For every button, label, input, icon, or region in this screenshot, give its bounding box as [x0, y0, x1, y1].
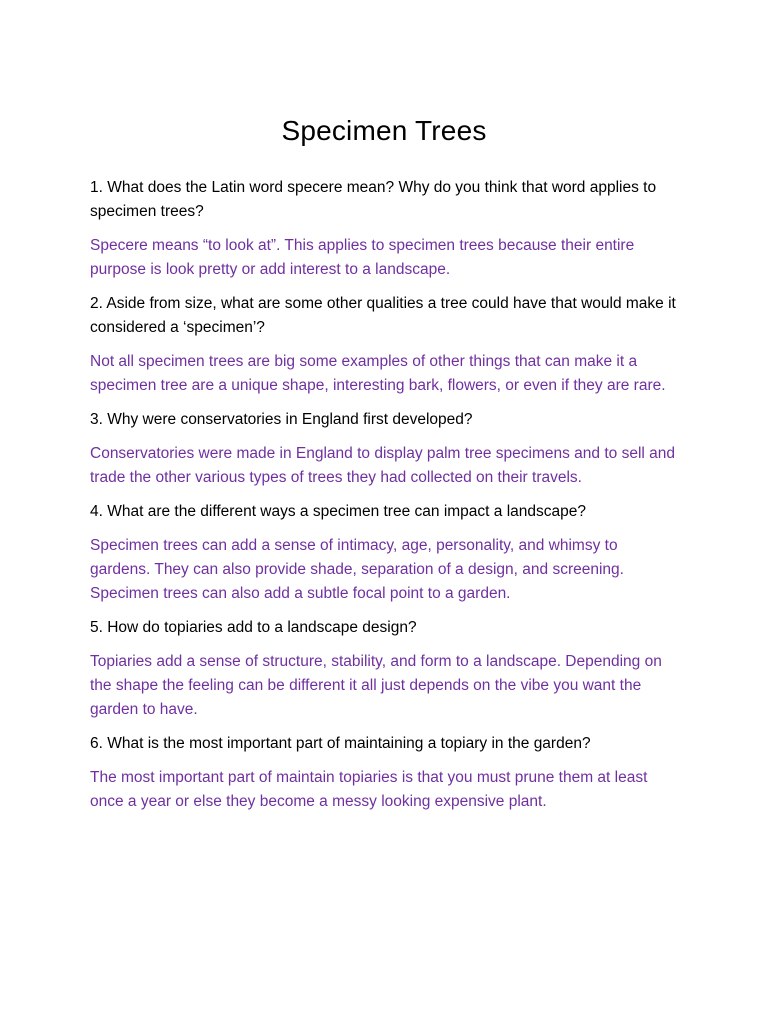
- qa-item-6: [90, 732, 680, 814]
- qa-item-4: [90, 500, 680, 606]
- answer-text: Specere means “to look at”. This applies to specimen trees because their entire purpose is look pretty or add interest to a landscape.: [90, 237, 635, 278]
- qa-item-5: [90, 616, 680, 722]
- answer-text: Conservatories were made in England to display palm tree specimens and to sell and trade the other various types of trees they had collected on their travels.: [90, 445, 676, 486]
- qa-item-3: [90, 408, 680, 490]
- answer-text: Not all specimen trees are big some examples of other things that can make it a specimen tree are a unique shape, interesting bark, flowers, or even if they are rare.: [90, 353, 666, 394]
- question-text: 2. Aside from size, what are some other qualities a tree could have that would make it considered a ‘specimen’?: [90, 295, 676, 336]
- qa-item-2: [90, 292, 680, 398]
- qa-item-1: [90, 176, 680, 282]
- question-text: 5. How do topiaries add to a landscape design?: [90, 619, 417, 636]
- question-text: 6. What is the most important part of maintaining a topiary in the garden?: [90, 735, 591, 752]
- question-text: 1. What does the Latin word specere mean? Why do you think that word applies to specimen trees?: [90, 179, 657, 220]
- question-text: 3. Why were conservatories in England first developed?: [90, 411, 473, 428]
- page-title: Specimen Trees: [281, 114, 487, 146]
- answer-text: Specimen trees can add a sense of intimacy, age, personality, and whimsy to gardens. They can also provide shade, separation of a design, and screening. Specimen trees can also add a subtle focal point to a garden.: [90, 537, 624, 602]
- answer-text: The most important part of maintain topiaries is that you must prune them at least once a year or else they become a messy looking expensive plant.: [90, 769, 648, 810]
- question-answer-list: [90, 176, 680, 824]
- question-text: 4. What are the different ways a specimen tree can impact a landscape?: [90, 503, 586, 520]
- answer-text: Topiaries add a sense of structure, stability, and form to a landscape. Depending on the shape the feeling can be different it all just depends on the vibe you want the garden to have.: [90, 653, 662, 718]
